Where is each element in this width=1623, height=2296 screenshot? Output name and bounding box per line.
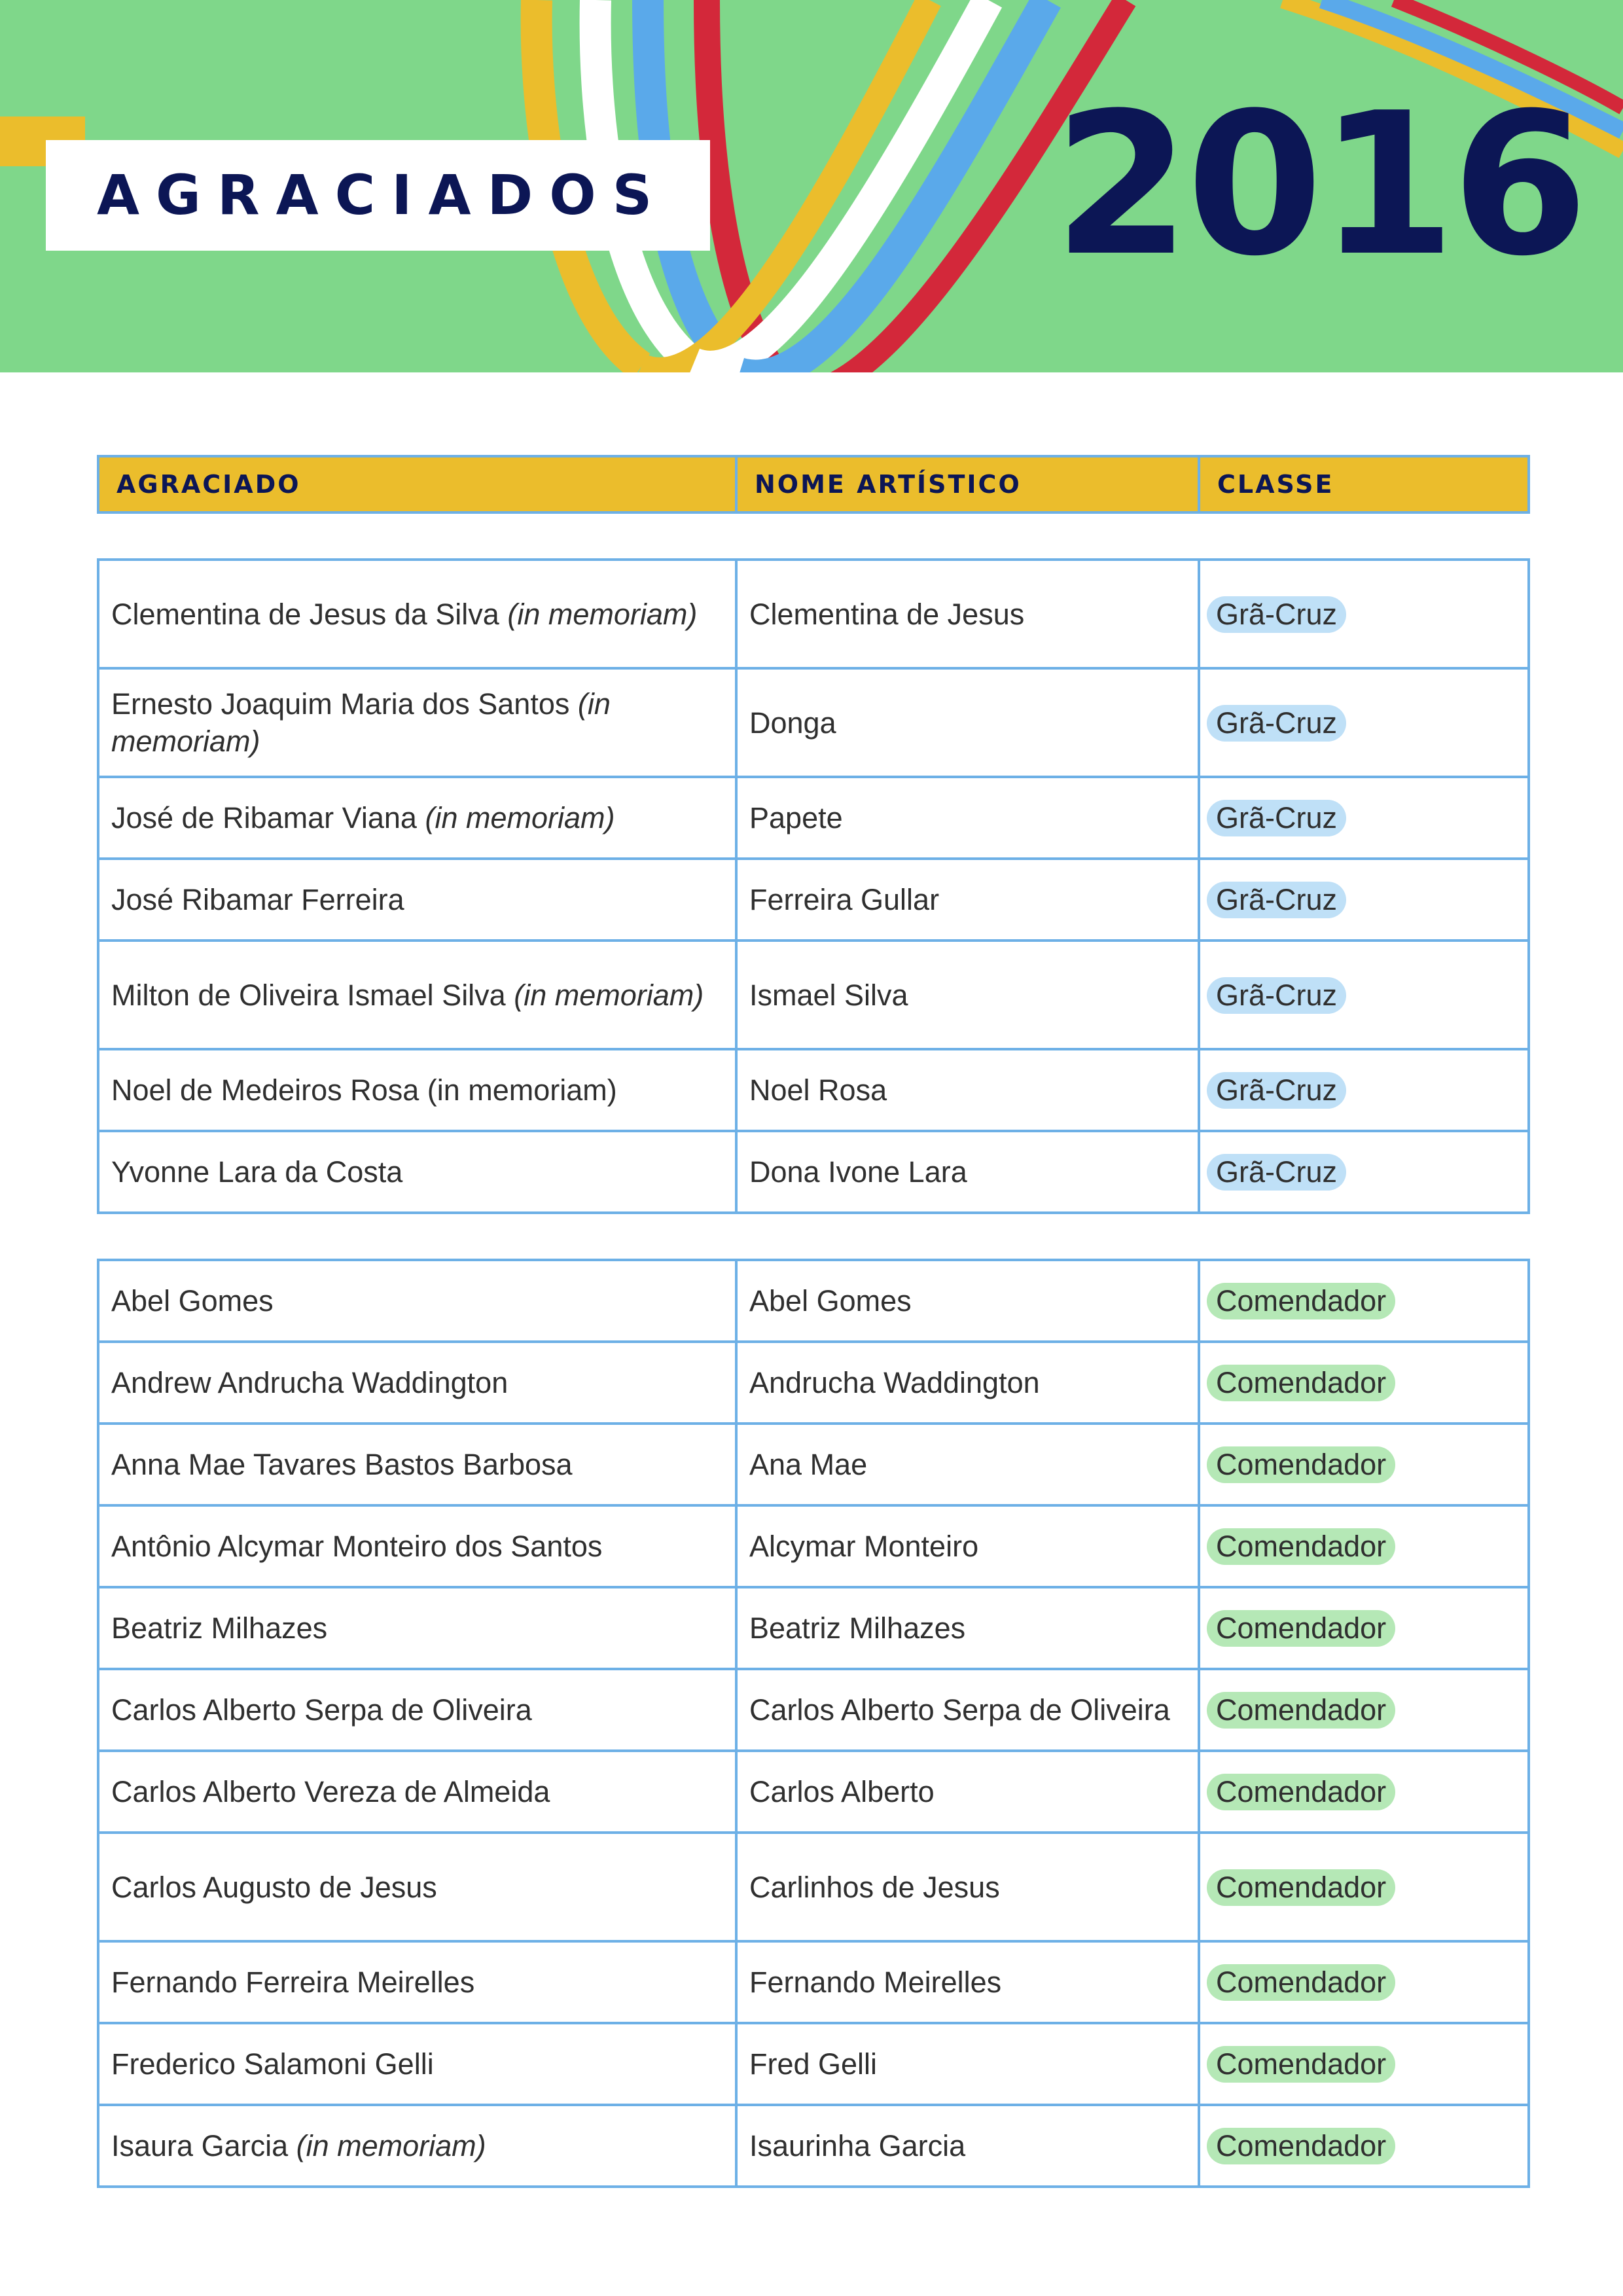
nome-artistico-cell: Alcymar Monteiro	[736, 1505, 1199, 1587]
in-memoriam-note: (in memoriam)	[425, 801, 615, 834]
table-row	[98, 1669, 1529, 1751]
classe-badge: Grã-Cruz	[1207, 1072, 1346, 1109]
agraciado-name: Carlos Alberto Serpa de Oliveira	[111, 1693, 532, 1727]
nome-artistico-cell: Dona Ivone Lara	[736, 1131, 1199, 1213]
nome-artistico-cell: Clementina de Jesus	[736, 560, 1199, 668]
table-row	[98, 1342, 1529, 1424]
agraciado-name: Clementina de Jesus da Silva	[111, 597, 499, 631]
classe-cell	[1199, 1131, 1529, 1213]
column-header-nome-artistico: NOME ARTÍSTICO	[736, 456, 1199, 512]
nome-artistico-cell: Ana Mae	[736, 1424, 1199, 1505]
classe-badge: Grã-Cruz	[1207, 705, 1346, 742]
classe-badge: Comendador	[1207, 2046, 1395, 2083]
agraciado-name: Yvonne Lara da Costa	[111, 1155, 403, 1189]
in-memoriam-note: (in memoriam)	[507, 597, 698, 631]
agraciado-name: José Ribamar Ferreira	[111, 883, 404, 916]
in-memoriam-note: (in memoriam)	[296, 2129, 486, 2162]
nome-artistico-cell: Fred Gelli	[736, 2023, 1199, 2105]
classe-cell	[1199, 1342, 1529, 1424]
nome-artistico-cell: Papete	[736, 777, 1199, 859]
table-row	[98, 1751, 1529, 1833]
classe-badge: Grã-Cruz	[1207, 596, 1346, 633]
nome-artistico-cell: Isaurinha Garcia	[736, 2105, 1199, 2187]
agraciado-name: Abel Gomes	[111, 1284, 274, 1318]
nome-artistico-cell: Ismael Silva	[736, 941, 1199, 1049]
nome-artistico-cell: Noel Rosa	[736, 1049, 1199, 1131]
classe-badge: Grã-Cruz	[1207, 882, 1346, 918]
agraciado-name: Carlos Alberto Vereza de Almeida	[111, 1775, 550, 1808]
agraciado-name: José de Ribamar Viana	[111, 801, 417, 834]
classe-cell	[1199, 560, 1529, 668]
agraciado-name: Frederico Salamoni Gelli	[111, 2047, 434, 2081]
classe-badge: Grã-Cruz	[1207, 977, 1346, 1014]
agraciado-cell	[98, 1260, 736, 1342]
table-comendador	[97, 1259, 1527, 2188]
classe-badge: Comendador	[1207, 1774, 1395, 1810]
classe-cell	[1199, 1505, 1529, 1587]
table-row	[98, 2023, 1529, 2105]
nome-artistico-cell: Donga	[736, 668, 1199, 777]
agraciado-cell	[98, 2105, 736, 2187]
agraciado-cell	[98, 859, 736, 941]
table-row	[98, 1049, 1529, 1131]
table-row	[98, 941, 1529, 1049]
agraciado-cell	[98, 2023, 736, 2105]
table-row	[98, 1505, 1529, 1587]
table-row	[98, 560, 1529, 668]
classe-cell	[1199, 777, 1529, 859]
agraciado-name: Anna Mae Tavares Bastos Barbosa	[111, 1448, 573, 1481]
classe-cell	[1199, 859, 1529, 941]
classe-cell	[1199, 2023, 1529, 2105]
in-memoriam-note: (in memoriam)	[111, 687, 611, 758]
agraciado-name: Isaura Garcia	[111, 2129, 289, 2162]
classe-cell	[1199, 1049, 1529, 1131]
table-row	[98, 1260, 1529, 1342]
agraciado-name: Ernesto Joaquim Maria dos Santos	[111, 687, 570, 721]
agraciado-cell	[98, 777, 736, 859]
classe-cell	[1199, 1751, 1529, 1833]
header-banner	[0, 0, 1623, 372]
in-memoriam-note: (in memoriam)	[514, 978, 704, 1012]
table-header	[97, 455, 1527, 514]
page-title: AGRACIADOS	[97, 163, 669, 227]
column-header-classe: CLASSE	[1199, 456, 1529, 512]
classe-cell	[1199, 1260, 1529, 1342]
classe-badge: Comendador	[1207, 1692, 1395, 1729]
table-row	[98, 1131, 1529, 1213]
classe-badge: Comendador	[1207, 1528, 1395, 1565]
classe-badge: Comendador	[1207, 1365, 1395, 1401]
classe-badge: Comendador	[1207, 1446, 1395, 1483]
nome-artistico-cell: Carlos Alberto	[736, 1751, 1199, 1833]
table-row	[98, 1833, 1529, 1941]
agraciado-name: Noel de Medeiros Rosa (in memoriam)	[111, 1073, 617, 1107]
agraciado-name: Andrew Andrucha Waddington	[111, 1366, 508, 1399]
agraciado-cell	[98, 1833, 736, 1941]
agraciado-name: Carlos Augusto de Jesus	[111, 1870, 437, 1904]
agraciado-cell	[98, 1941, 736, 2023]
classe-cell	[1199, 668, 1529, 777]
agraciado-cell	[98, 1505, 736, 1587]
classe-cell	[1199, 1424, 1529, 1505]
table-row	[98, 2105, 1529, 2187]
classe-cell	[1199, 941, 1529, 1049]
classe-badge: Grã-Cruz	[1207, 800, 1346, 836]
agraciado-name: Antônio Alcymar Monteiro dos Santos	[111, 1530, 603, 1563]
agraciado-cell	[98, 1669, 736, 1751]
nome-artistico-cell: Carlos Alberto Serpa de Oliveira	[736, 1669, 1199, 1751]
classe-badge: Comendador	[1207, 1869, 1395, 1906]
nome-artistico-cell: Beatriz Milhazes	[736, 1587, 1199, 1669]
agraciado-cell	[98, 560, 736, 668]
classe-cell	[1199, 1941, 1529, 2023]
classe-cell	[1199, 1587, 1529, 1669]
table-row	[98, 1587, 1529, 1669]
classe-badge: Comendador	[1207, 1964, 1395, 2001]
agraciado-name: Milton de Oliveira Ismael Silva	[111, 978, 506, 1012]
agraciado-cell	[98, 941, 736, 1049]
nome-artistico-cell: Andrucha Waddington	[736, 1342, 1199, 1424]
agraciado-cell	[98, 1424, 736, 1505]
table-row	[98, 1424, 1529, 1505]
agraciado-cell	[98, 668, 736, 777]
title-box	[46, 140, 710, 251]
table-row	[98, 668, 1529, 777]
agraciado-cell	[98, 1751, 736, 1833]
nome-artistico-cell: Ferreira Gullar	[736, 859, 1199, 941]
agraciado-cell	[98, 1587, 736, 1669]
classe-badge: Comendador	[1207, 1283, 1395, 1319]
classe-badge: Grã-Cruz	[1207, 1154, 1346, 1191]
agraciado-cell	[98, 1342, 736, 1424]
classe-cell	[1199, 2105, 1529, 2187]
nome-artistico-cell: Carlinhos de Jesus	[736, 1833, 1199, 1941]
table-row	[98, 1941, 1529, 2023]
nome-artistico-cell: Abel Gomes	[736, 1260, 1199, 1342]
agraciado-name: Fernando Ferreira Meirelles	[111, 1965, 475, 1999]
agraciado-cell	[98, 1131, 736, 1213]
year-heading: 2016	[1054, 71, 1584, 299]
agraciado-name: Beatriz Milhazes	[111, 1611, 328, 1645]
table-row	[98, 859, 1529, 941]
nome-artistico-cell: Fernando Meirelles	[736, 1941, 1199, 2023]
table-row	[98, 777, 1529, 859]
classe-cell	[1199, 1669, 1529, 1751]
classe-cell	[1199, 1833, 1529, 1941]
table-grao-cruz	[97, 558, 1527, 1214]
column-header-agraciado: AGRACIADO	[98, 456, 736, 512]
classe-badge: Comendador	[1207, 1610, 1395, 1647]
classe-badge: Comendador	[1207, 2128, 1395, 2164]
agraciado-cell	[98, 1049, 736, 1131]
